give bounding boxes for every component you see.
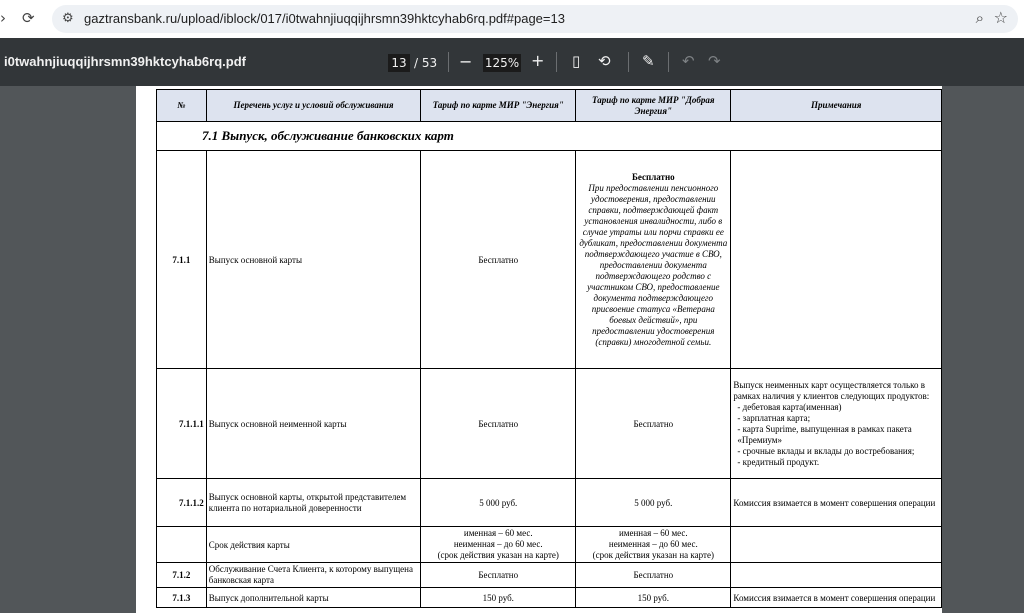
row-num: 7.1.2 — [157, 563, 207, 588]
tariff-table — [156, 89, 942, 608]
row-energy: 150 руб. — [421, 588, 576, 608]
row-kind-energy: Бесплатно — [576, 563, 731, 588]
header-notes: Примечания — [731, 90, 942, 122]
table-row — [157, 563, 942, 588]
row-service: Обслуживание Счета Клиента, к которому выпущена банковская карта — [206, 563, 421, 588]
zoom-icon[interactable]: ⌕ — [975, 9, 984, 27]
row-kind-energy: Бесплатно — [576, 369, 731, 479]
pdf-toolbar — [0, 38, 1024, 86]
header-kind-energy: Тариф по карте МИР "Добрая Энергия" — [576, 90, 731, 122]
row-notes — [731, 369, 942, 479]
row-notes — [731, 151, 942, 369]
row-energy: Бесплатно — [421, 369, 576, 479]
validity-line: именная – 60 мес. — [618, 528, 688, 538]
row-service: Выпуск основной неименной карты — [206, 369, 421, 479]
file-name: i0twahnjiuqqijhrsmn39hktcyhab6rq.pdf — [4, 54, 246, 69]
row-num: 7.1.1 — [157, 151, 207, 369]
row-kind-energy — [576, 527, 731, 563]
row-service: Выпуск основной карты, открытой представителем клиента по нотариальной доверенности — [206, 479, 421, 527]
section-title: 7.1 Выпуск, обслуживание банковских карт — [157, 122, 942, 151]
row-notes: Комиссия взимается в момент совершения операции — [731, 479, 942, 527]
annotate-icon[interactable]: ✎ — [642, 52, 655, 70]
bookmark-star-icon[interactable]: ☆ — [993, 8, 1008, 27]
table-row — [157, 588, 942, 608]
zoom-in-button[interactable]: + — [531, 51, 545, 70]
header-num: № — [157, 90, 207, 122]
notes-list — [733, 402, 939, 468]
url-text[interactable]: gaztransbank.ru/upload/iblock/017/i0twahnjiuqqijhrsmn39hktcyhab6rq.pdf#page=13 — [84, 11, 565, 26]
row-service: Выпуск дополнительной карты — [206, 588, 421, 608]
row-notes: Комиссия взимается в момент совершения операции — [731, 588, 942, 608]
row-kind-energy: 150 руб. — [576, 588, 731, 608]
undo-icon[interactable]: ↶ — [682, 52, 695, 70]
page-total: / 53 — [414, 56, 438, 70]
page-number-input[interactable]: 13 — [388, 54, 410, 72]
pdf-page — [136, 86, 942, 613]
row-num: 7.1.1.1 — [157, 369, 207, 479]
row-energy — [421, 527, 576, 563]
row-kind-energy — [576, 151, 731, 369]
toolbar-divider — [448, 52, 449, 72]
list-item: - дебетовая карта(именная) — [737, 401, 842, 412]
header-energy: Тариф по карте МИР "Энергия" — [421, 90, 576, 122]
list-item: - кредитный продукт. — [737, 456, 820, 467]
row-energy: 5 000 руб. — [421, 479, 576, 527]
validity-line: неименная – до 60 мес. — [608, 539, 698, 549]
rotate-icon[interactable]: ⟲ — [598, 52, 611, 70]
zoom-out-button[interactable]: − — [459, 52, 473, 71]
row-service: Срок действия карты — [206, 527, 421, 563]
kind-title: Бесплатно — [631, 171, 675, 182]
header-service: Перечень услуг и условий обслуживания — [206, 90, 421, 122]
table-row — [157, 479, 942, 527]
row-kind-energy: 5 000 руб. — [576, 479, 731, 527]
kind-conditions: При предоставлении пенсионного удостоверения, предоставлении справки, подтверждающей факт установления инвалидности, либо в случае утраты или порчи справки ее дубликат, предоставлении документа подтверждающего участие в СВО, предоставлении документа подтверждающего родство с участником СВО, предоставление документа подтверждающего присвоение статуса «Ветерана боевых действий», при предоставлении удостоверения (справки) многодетной семьи. — [579, 182, 728, 347]
browser-chrome — [0, 0, 1024, 38]
validity-line: именная – 60 мес. — [463, 528, 533, 538]
forward-arrow-icon[interactable]: › — [0, 9, 6, 27]
validity-line: неименная – до 60 мес. — [453, 539, 543, 549]
row-service: Выпуск основной карты — [206, 151, 421, 369]
row-energy: Бесплатно — [421, 151, 576, 369]
row-num: 7.1.1.2 — [157, 479, 207, 527]
row-notes — [731, 527, 942, 563]
list-item: - зарплатная карта; — [737, 412, 811, 423]
table-row — [157, 151, 942, 369]
section-row — [157, 122, 942, 151]
toolbar-divider — [556, 52, 557, 72]
table-header-row — [157, 90, 942, 122]
row-energy: Бесплатно — [421, 563, 576, 588]
row-notes — [731, 563, 942, 588]
table-row — [157, 527, 942, 563]
list-item: - срочные вклады и вклады до востребования; — [737, 445, 915, 456]
toolbar-divider — [668, 52, 669, 72]
row-num: 7.1.3 — [157, 588, 207, 608]
validity-line: (срок действия указан на карте) — [592, 550, 714, 560]
validity-line: (срок действия указан на карте) — [437, 550, 559, 560]
notes-intro: Выпуск неименных карт осуществляется только в рамках наличия у клиентов следующих продуктов: — [733, 379, 930, 401]
fit-page-icon[interactable]: ▯ — [572, 52, 581, 70]
reload-icon[interactable]: ⟳ — [22, 9, 35, 27]
redo-icon[interactable]: ↷ — [708, 52, 721, 70]
table-row — [157, 369, 942, 479]
toolbar-divider — [628, 52, 629, 72]
list-item: - карта Suprime, выпущенная в рамках пакета «Премиум» — [737, 423, 912, 445]
zoom-level-input[interactable]: 125% — [484, 56, 520, 70]
site-settings-icon[interactable]: ⚙ — [62, 11, 74, 26]
row-num — [157, 527, 207, 563]
address-bar[interactable] — [52, 5, 1018, 33]
